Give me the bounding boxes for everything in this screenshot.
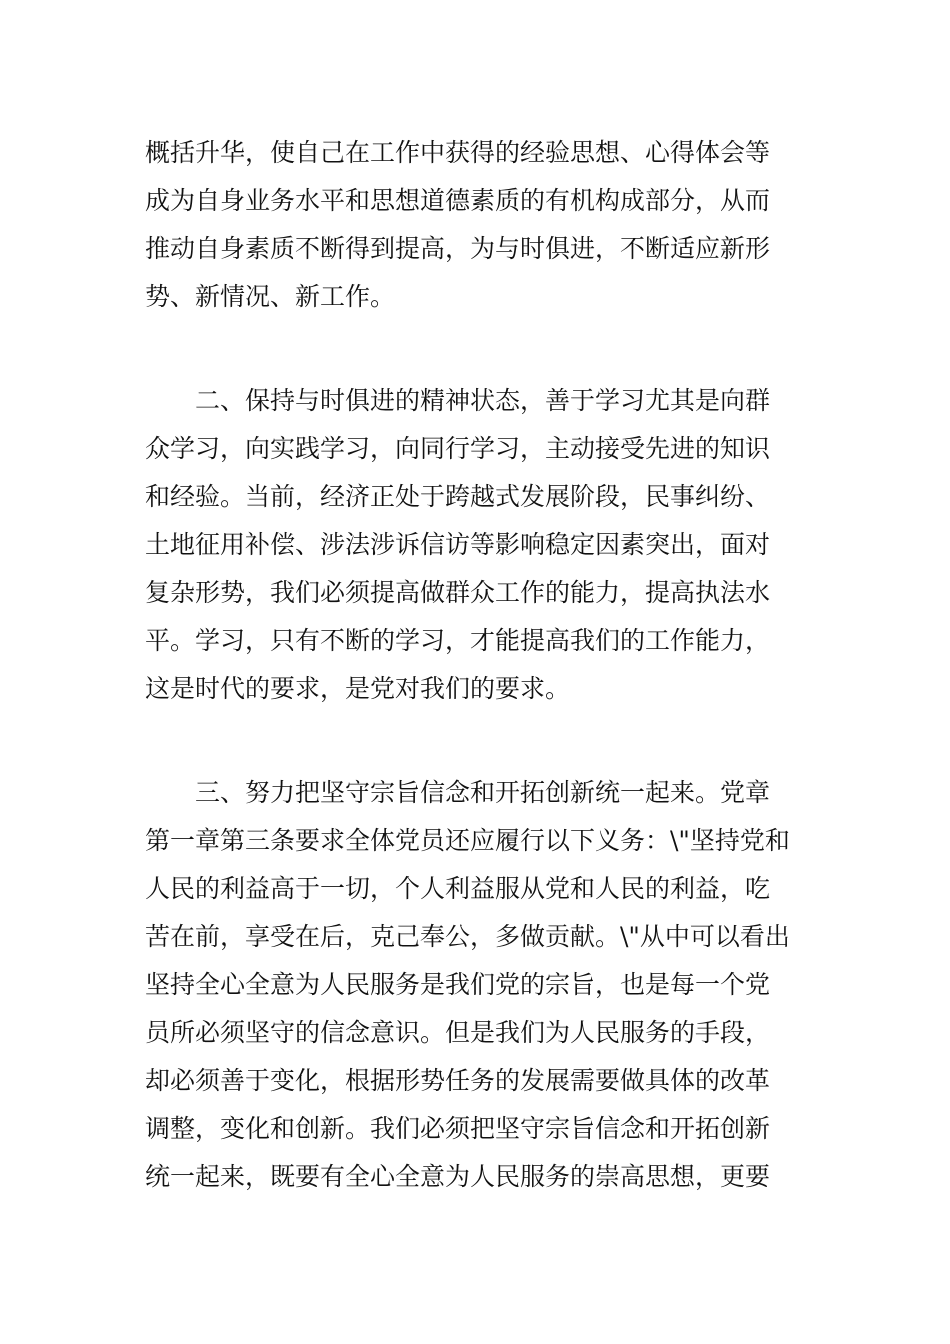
paragraph-3-line-5: 坚持全心全意为人民服务是我们党的宗旨，也是每一个党	[145, 970, 771, 999]
paragraph-3-line-7: 却必须善于变化，根据形势任务的发展需要做具体的改革	[145, 1066, 771, 1095]
paragraph-2-line-6: 平。学习，只有不断的学习，才能提高我们的工作能力，	[145, 626, 771, 655]
paragraph-1-line-4: 势、新情况、新工作。	[145, 282, 396, 311]
paragraph-2-line-4: 土地征用补偿、涉法涉诉信访等影响稳定因素突出，面对	[145, 530, 771, 559]
paragraph-3-line-6: 员所必须坚守的信念意识。但是我们为人民服务的手段，	[145, 1018, 771, 1047]
paragraph-1-line-2: 成为自身业务水平和思想道德素质的有机构成部分，从而	[145, 186, 771, 215]
paragraph-3-line-8: 调整，变化和创新。我们必须把坚守宗旨信念和开拓创新	[145, 1114, 771, 1143]
paragraph-3-line-1: 三、努力把坚守宗旨信念和开拓创新统一起来。党章	[195, 778, 771, 807]
paragraph-3-line-2: 第一章第三条要求全体党员还应履行以下义务：\"坚持党和	[145, 826, 790, 855]
paragraph-3-line-3: 人民的利益高于一切，个人利益服从党和人民的利益，吃	[145, 874, 771, 903]
paragraph-3-line-4: 苦在前，享受在后，克己奉公，多做贡献。\"从中可以看出	[145, 922, 790, 951]
paragraph-2-line-1: 二、保持与时俱进的精神状态，善于学习尤其是向群	[195, 386, 771, 415]
paragraph-1-line-1: 概括升华，使自己在工作中获得的经验思想、心得体会等	[145, 138, 771, 167]
paragraph-1-line-3: 推动自身素质不断得到提高，为与时俱进，不断适应新形	[145, 234, 771, 263]
paragraph-3-line-9: 统一起来，既要有全心全意为人民服务的崇高思想，更要	[145, 1162, 771, 1191]
paragraph-2-line-7: 这是时代的要求，是党对我们的要求。	[145, 674, 571, 703]
paragraph-2-line-2: 众学习，向实践学习，向同行学习，主动接受先进的知识	[145, 434, 771, 463]
paragraph-2-line-3: 和经验。当前，经济正处于跨越式发展阶段，民事纠纷、	[145, 482, 771, 511]
paragraph-2-line-5: 复杂形势，我们必须提高做群众工作的能力，提高执法水	[145, 578, 771, 607]
